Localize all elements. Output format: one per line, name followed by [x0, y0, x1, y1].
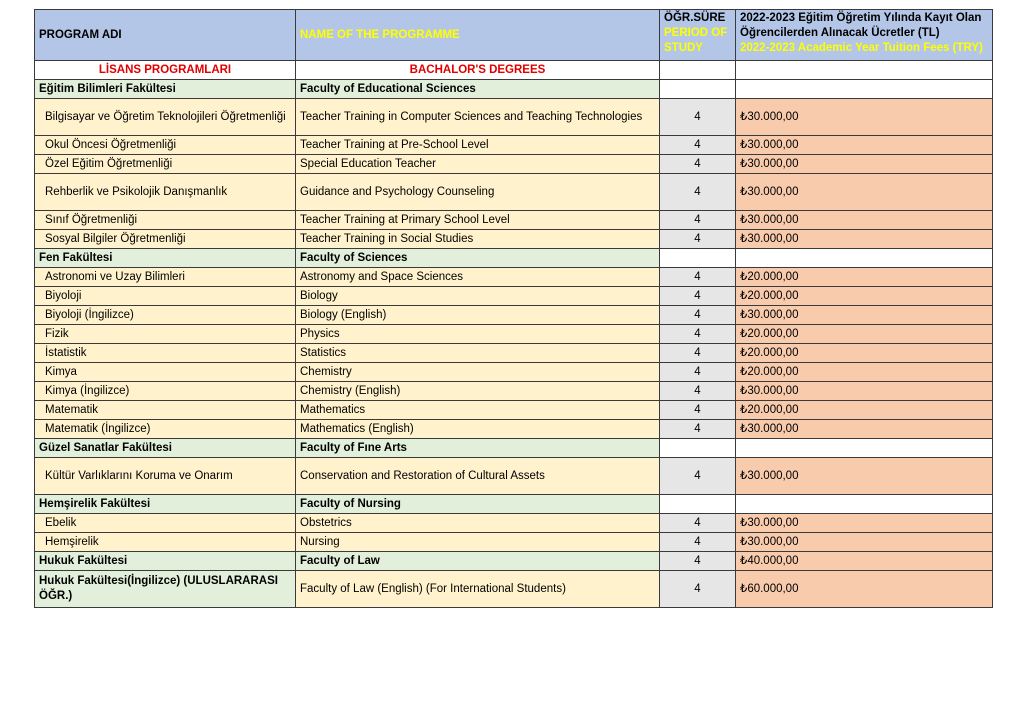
program-fee: ₺20.000,00 — [736, 325, 993, 344]
program-duration: 4 — [660, 533, 736, 552]
table-row — [35, 363, 993, 382]
faculty-row — [35, 249, 993, 268]
program-name-en: Guidance and Psychology Counseling — [296, 174, 660, 211]
faculty-name-en: Faculty of Fıne Arts — [296, 439, 660, 458]
section-title-en: BACHALOR'S DEGREES — [296, 61, 660, 80]
table-row — [35, 268, 993, 287]
table-row — [35, 514, 993, 533]
program-duration: 4 — [660, 174, 736, 211]
program-name-tr: Kimya (İngilizce) — [35, 382, 296, 401]
program-fee: ₺20.000,00 — [736, 268, 993, 287]
program-fee: ₺20.000,00 — [736, 287, 993, 306]
program-duration: 4 — [660, 99, 736, 136]
program-name-en: Biology (English) — [296, 306, 660, 325]
program-name-en: Astronomy and Space Sciences — [296, 268, 660, 287]
program-fee: ₺30.000,00 — [736, 174, 993, 211]
program-duration: 4 — [660, 230, 736, 249]
program-fee: ₺30.000,00 — [736, 514, 993, 533]
program-name-tr: Matematik — [35, 401, 296, 420]
program-fee: ₺30.000,00 — [736, 420, 993, 439]
program-fee: ₺20.000,00 — [736, 401, 993, 420]
faculty-blank — [660, 80, 736, 99]
program-name-tr: Matematik (İngilizce) — [35, 420, 296, 439]
program-fee: ₺30.000,00 — [736, 155, 993, 174]
program-name-tr: Hemşirelik — [35, 533, 296, 552]
program-name-en: Teacher Training at Pre-School Level — [296, 136, 660, 155]
faculty-name-en: Faculty of Sciences — [296, 249, 660, 268]
faculty-row — [35, 439, 993, 458]
program-name-en: Obstetrics — [296, 514, 660, 533]
table-row — [35, 533, 993, 552]
section-blank — [736, 61, 993, 80]
faculty-blank — [736, 439, 993, 458]
table-row — [35, 344, 993, 363]
program-duration: 4 — [660, 268, 736, 287]
table-row — [35, 211, 993, 230]
table-row — [35, 458, 993, 495]
tuition-fees-table — [34, 9, 993, 608]
program-name-en: Teacher Training in Computer Sciences and Teaching Technologies — [296, 99, 660, 136]
law-duration: 4 — [660, 552, 736, 571]
table-body — [35, 10, 993, 608]
program-name-en: Mathematics — [296, 401, 660, 420]
table-row — [35, 287, 993, 306]
faculty-blank — [660, 249, 736, 268]
program-name-tr: Okul Öncesi Öğretmenliği — [35, 136, 296, 155]
header-period — [660, 10, 736, 61]
program-fee: ₺20.000,00 — [736, 344, 993, 363]
faculty-name-en: Faculty of Nursing — [296, 495, 660, 514]
table-row — [35, 99, 993, 136]
program-fee: ₺30.000,00 — [736, 211, 993, 230]
program-fee: ₺30.000,00 — [736, 382, 993, 401]
program-name-tr: Sınıf Öğretmenliği — [35, 211, 296, 230]
program-name-en: Chemistry — [296, 363, 660, 382]
faculty-blank — [736, 249, 993, 268]
program-name-en: Conservation and Restoration of Cultural Assets — [296, 458, 660, 495]
program-name-tr: Astronomi ve Uzay Bilimleri — [35, 268, 296, 287]
program-fee: ₺30.000,00 — [736, 136, 993, 155]
table-row — [35, 136, 993, 155]
program-name-tr: Rehberlik ve Psikolojik Danışmanlık — [35, 174, 296, 211]
law-row — [35, 552, 993, 571]
program-name-tr: Fizik — [35, 325, 296, 344]
table-row — [35, 382, 993, 401]
program-name-en: Statistics — [296, 344, 660, 363]
header-program-adi: PROGRAM ADI — [35, 10, 296, 61]
program-duration: 4 — [660, 136, 736, 155]
program-duration: 4 — [660, 211, 736, 230]
program-name-en: Teacher Training in Social Studies — [296, 230, 660, 249]
program-fee: ₺30.000,00 — [736, 306, 993, 325]
program-name-tr: Biyoloji (İngilizce) — [35, 306, 296, 325]
table-row — [35, 401, 993, 420]
program-duration: 4 — [660, 306, 736, 325]
program-duration: 4 — [660, 155, 736, 174]
faculty-blank — [660, 439, 736, 458]
law-name-tr: Hukuk Fakültesi — [35, 552, 296, 571]
section-blank — [660, 61, 736, 80]
program-duration: 4 — [660, 325, 736, 344]
faculty-name-tr: Eğitim Bilimleri Fakültesi — [35, 80, 296, 99]
law-duration: 4 — [660, 571, 736, 608]
faculty-blank — [736, 80, 993, 99]
program-fee: ₺30.000,00 — [736, 230, 993, 249]
table-row — [35, 420, 993, 439]
program-duration: 4 — [660, 344, 736, 363]
faculty-row — [35, 80, 993, 99]
program-name-tr: Kimya — [35, 363, 296, 382]
header-row — [35, 10, 993, 61]
header-period-en: PERIOD OF STUDY — [664, 26, 728, 54]
faculty-blank — [736, 495, 993, 514]
law-name-tr: Hukuk Fakültesi(İngilizce) (ULUSLARARASI ÖĞR.) — [35, 571, 296, 608]
faculty-name-tr: Fen Fakültesi — [35, 249, 296, 268]
program-duration: 4 — [660, 458, 736, 495]
faculty-row — [35, 495, 993, 514]
program-fee: ₺30.000,00 — [736, 458, 993, 495]
program-name-en: Chemistry (English) — [296, 382, 660, 401]
faculty-name-en: Faculty of Educational Sciences — [296, 80, 660, 99]
program-name-tr: Bilgisayar ve Öğretim Teknolojileri Öğretmenliği — [35, 99, 296, 136]
program-duration: 4 — [660, 401, 736, 420]
program-fee: ₺20.000,00 — [736, 363, 993, 382]
section-title-tr: LİSANS PROGRAMLARI — [35, 61, 296, 80]
law-fee: ₺40.000,00 — [736, 552, 993, 571]
law-row — [35, 571, 993, 608]
header-period-tr: ÖĞR.SÜRE — [664, 12, 726, 24]
header-fees-tr: 2022-2023 Eğitim Öğretim Yılında Kayıt Olan Öğrencilerden Alınacak Ücretler (TL) — [740, 12, 982, 39]
header-name-of-programme: NAME OF THE PROGRAMME — [296, 10, 660, 61]
table-row — [35, 325, 993, 344]
law-name-en: Faculty of Law (English) (For International Students) — [296, 571, 660, 608]
table-row — [35, 155, 993, 174]
program-duration: 4 — [660, 514, 736, 533]
program-name-en: Teacher Training at Primary School Level — [296, 211, 660, 230]
section-row — [35, 61, 993, 80]
program-name-tr: Sosyal Bilgiler Öğretmenliği — [35, 230, 296, 249]
program-duration: 4 — [660, 420, 736, 439]
table-row — [35, 306, 993, 325]
law-name-en: Faculty of Law — [296, 552, 660, 571]
program-duration: 4 — [660, 363, 736, 382]
table-row — [35, 230, 993, 249]
faculty-name-tr: Güzel Sanatlar Fakültesi — [35, 439, 296, 458]
program-name-tr: Biyoloji — [35, 287, 296, 306]
program-name-en: Nursing — [296, 533, 660, 552]
program-duration: 4 — [660, 382, 736, 401]
table-row — [35, 174, 993, 211]
program-name-en: Special Education Teacher — [296, 155, 660, 174]
header-fees-en: 2022-2023 Academic Year Tuition Fees (TRY) — [740, 41, 983, 54]
faculty-name-tr: Hemşirelik Fakültesi — [35, 495, 296, 514]
program-name-en: Physics — [296, 325, 660, 344]
program-fee: ₺30.000,00 — [736, 533, 993, 552]
program-name-tr: Özel Eğitim Öğretmenliği — [35, 155, 296, 174]
program-duration: 4 — [660, 287, 736, 306]
program-name-en: Mathematics (English) — [296, 420, 660, 439]
faculty-blank — [660, 495, 736, 514]
law-fee: ₺60.000,00 — [736, 571, 993, 608]
program-fee: ₺30.000,00 — [736, 99, 993, 136]
header-fees — [736, 10, 993, 61]
program-name-tr: Ebelik — [35, 514, 296, 533]
program-name-en: Biology — [296, 287, 660, 306]
program-name-tr: Kültür Varlıklarını Koruma ve Onarım — [35, 458, 296, 495]
program-name-tr: İstatistik — [35, 344, 296, 363]
